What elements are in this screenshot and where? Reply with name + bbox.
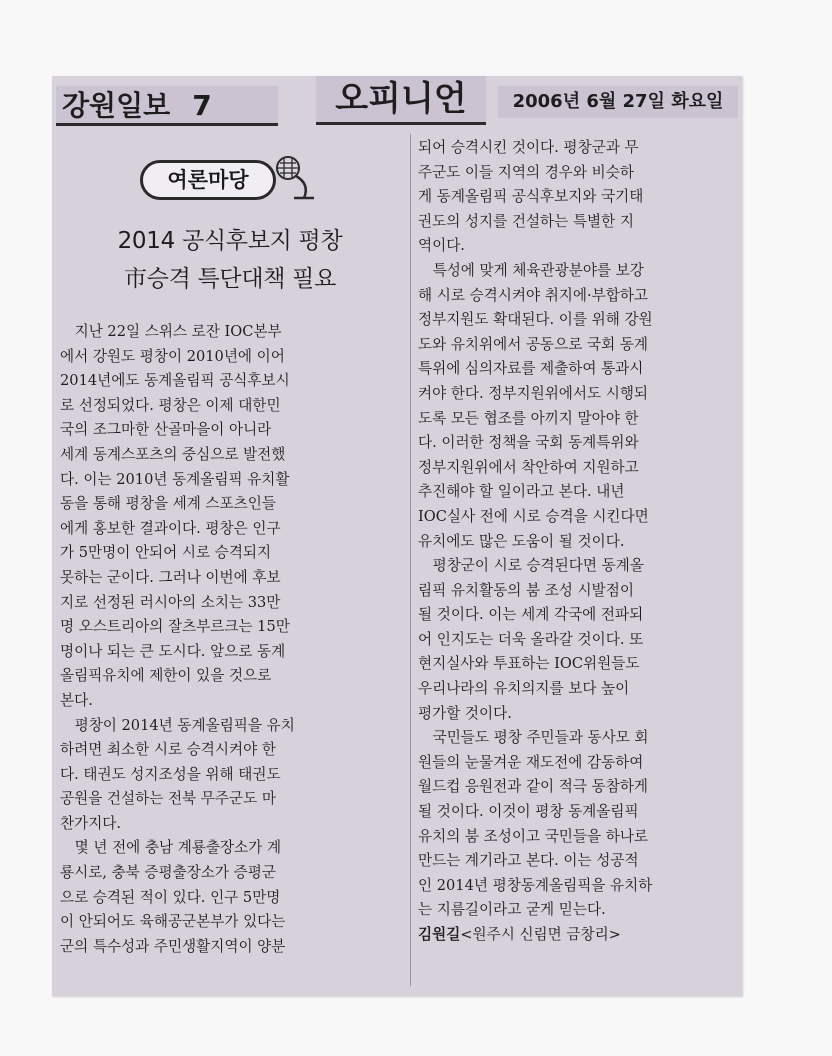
body-line: 우리나라의 유치의지를 보다 높이 xyxy=(418,680,630,698)
body-line: 월드컵 응원전과 같이 적극 동참하게 xyxy=(418,778,649,796)
body-line: 이 안되어도 육해공군본부가 있다는 xyxy=(60,913,286,931)
newspaper-header xyxy=(52,76,742,134)
article-headline xyxy=(60,222,400,298)
body-line: IOC실사 전에 시로 승격을 시킨다면 xyxy=(418,507,649,525)
body-line: 명이나 되는 큰 도시다. 앞으로 동계 xyxy=(60,642,286,660)
newspaper-clipping xyxy=(52,76,742,996)
body-line: 올림픽유치에 제한이 있을 것으로 xyxy=(60,667,272,685)
column-badge-label: 여론마당 xyxy=(140,160,276,200)
byline xyxy=(418,923,738,948)
body-line: 에게 홍보한 결과이다. 평창은 인구 xyxy=(60,519,281,537)
body-line: 원들의 눈물겨운 재도전에 감동하여 xyxy=(418,753,644,771)
paper-name-box xyxy=(56,86,278,126)
paper-name: 강원일보 xyxy=(62,89,171,122)
headline-line-2: 市승격 특단대책 필요 xyxy=(123,266,337,292)
body-line: 인 2014년 평창동계올림픽을 유치하 xyxy=(418,876,653,894)
body-line: 가 5만명이 안되어 시로 승격되지 xyxy=(60,544,272,562)
body-line: 정부지원위에서 착안하여 지원하고 xyxy=(418,458,639,476)
body-line: 찬가지다. xyxy=(60,814,122,832)
publication-date: 2006년 6월 27일 화요일 xyxy=(498,86,738,118)
body-line: 유치의 붐 조성이고 국민들을 하나로 xyxy=(418,827,649,845)
page-number: 7 xyxy=(192,89,212,122)
author-affiliation: <원주시 신림면 금창리> xyxy=(460,926,621,943)
body-line: 유치에도 많은 도움이 될 것이다. xyxy=(418,532,625,550)
body-line: 주군도 이들 지역의 경우와 비슷하 xyxy=(418,163,634,181)
body-line: 는 지름길이라고 굳게 믿는다. xyxy=(418,901,606,919)
body-line: 켜야 한다. 정부지원위에서도 시행되 xyxy=(418,384,649,402)
microphone-icon xyxy=(274,154,318,200)
headline-line-1: 2014 공식후보지 평창 xyxy=(117,228,343,254)
body-line: 군의 특수성과 주민생활지역이 양분 xyxy=(60,937,286,955)
body-line: 하려면 최소한 시로 승격시켜야 한 xyxy=(60,741,276,759)
body-line: 도와 유치위에서 공동으로 국회 동계 xyxy=(418,335,649,353)
body-line: 만드는 계기라고 본다. 이는 성공적 xyxy=(418,852,639,870)
body-line: 로 선정되었다. 평창은 이제 대한민 xyxy=(60,396,281,414)
body-line: 다. 이는 2010년 동계올림픽 유치활 xyxy=(60,470,290,488)
body-line: 평가할 것이다. xyxy=(418,704,512,722)
column-badge xyxy=(140,154,318,200)
column-divider xyxy=(410,134,411,986)
body-line: 되어 승격시킨 것이다. 평창군과 무 xyxy=(418,139,639,156)
body-line: 현지실사와 투표하는 IOC위원들도 xyxy=(418,655,640,673)
body-line: 동을 통해 평창을 세계 스포츠인들 xyxy=(60,495,276,513)
left-column xyxy=(60,142,400,959)
body-line: 세계 동계스포츠의 중심으로 발전했 xyxy=(60,445,286,463)
section-name: 오피니언 xyxy=(316,76,486,125)
right-column xyxy=(418,136,738,948)
body-line: 정부지원도 확대된다. 이를 위해 강원 xyxy=(418,311,653,329)
body-line: 못하는 군이다. 그러나 이번에 후보 xyxy=(60,568,281,586)
body-line: 지난 22일 스위스 로잔 IOC본부 xyxy=(60,323,282,340)
body-line: 본다. xyxy=(60,691,93,709)
body-line: 국민들도 평창 주민들과 동사모 회 xyxy=(418,729,649,747)
body-line: 특위에 심의자료를 제출하여 통과시 xyxy=(418,360,644,378)
body-line: 추진해야 할 일이라고 본다. 내년 xyxy=(418,483,625,501)
body-line: 특성에 맞게 체육관광분야를 보강 xyxy=(418,261,644,279)
body-line: 평창이 2014년 동계올림픽을 유치 xyxy=(60,716,295,734)
body-line: 어 인지도는 더욱 올라갈 것이다. 또 xyxy=(418,630,644,648)
left-column-body xyxy=(60,320,400,959)
right-column-body xyxy=(418,136,738,948)
body-line: 될 것이다. 이것이 평창 동계올림픽 xyxy=(418,803,639,821)
body-line: 권도의 성지를 건설하는 특별한 지 xyxy=(418,212,634,230)
body-line: 게 동계올림픽 공식후보지와 국기태 xyxy=(418,188,644,206)
body-line: 다. 이러한 정책을 국회 동계특위와 xyxy=(418,434,639,452)
body-line: 지로 선정된 러시아의 소치는 33만 xyxy=(60,593,281,611)
body-line: 될 것이다. 이는 세계 각국에 전파되 xyxy=(418,606,644,624)
author-name: 김원길 xyxy=(418,926,461,943)
body-line: 해 시로 승격시켜야 취지에·부합하고 xyxy=(418,286,649,304)
body-line: 평창군이 시로 승격된다면 동계올 xyxy=(418,557,644,575)
body-line: 림픽 유치활동의 붐 조성 시발점이 xyxy=(418,581,634,599)
body-line: 도록 모든 협조를 아끼지 말아야 한 xyxy=(418,409,639,427)
body-line: 룡시로, 충북 증평출장소가 증평군 xyxy=(60,864,276,882)
body-line: 명 오스트리아의 잘츠부르크는 15만 xyxy=(60,618,290,636)
body-line: 에서 강원도 평창이 2010년에 이어 xyxy=(60,347,285,365)
body-line: 국의 조그마한 산골마을이 아니라 xyxy=(60,421,272,439)
body-line: 다. 태권도 성지조성을 위해 태권도 xyxy=(60,765,281,783)
body-line: 몇 년 전에 충남 계룡출장소가 계 xyxy=(60,839,282,857)
body-line: 공원을 건설하는 전북 무주군도 마 xyxy=(60,790,276,808)
body-line: 2014년에도 동계올림픽 공식후보시 xyxy=(60,372,290,390)
body-line: 으로 승격된 적이 있다. 인구 5만명 xyxy=(60,888,281,906)
body-line: 역이다. xyxy=(418,237,465,255)
